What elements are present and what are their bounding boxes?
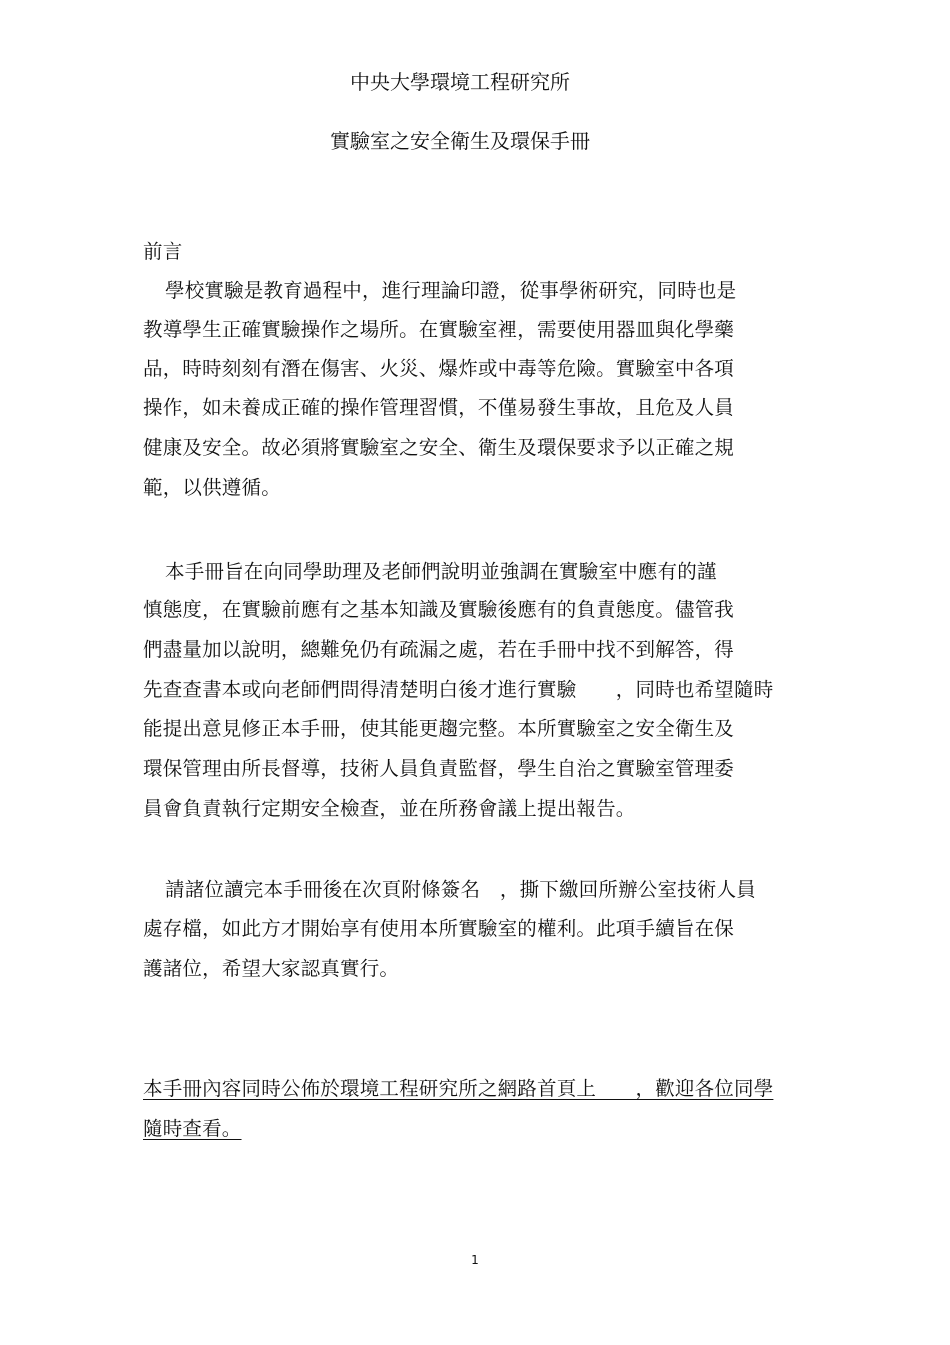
paragraph-line: 教導學生正確實驗操作之場所。在實驗室裡，需要使用器皿與化學藥 xyxy=(143,318,735,341)
paragraph-line: 能提出意見修正本手冊，使其能更趨完整。本所實驗室之安全衛生及 xyxy=(143,717,735,740)
paragraph-line: 範，以供遵循。 xyxy=(143,476,281,499)
paragraph-line: 品，時時刻刻有潛在傷害、火災、爆炸或中毒等危險。實驗室中各項 xyxy=(143,357,735,380)
notice-line: 本手冊內容同時公佈於環境工程研究所之網路首頁上 ，歡迎各位同學 xyxy=(143,1077,774,1100)
document-title: 中央大學環境工程研究所 xyxy=(350,70,570,94)
paragraph-line: 們盡量加以說明，總難免仍有疏漏之處，若在手冊中找不到解答，得 xyxy=(143,638,735,661)
paragraph-line: 員會負責執行定期安全檢查，並在所務會議上提出報告。 xyxy=(143,797,636,820)
document-subtitle: 實驗室之安全衛生及環保手冊 xyxy=(330,129,590,153)
paragraph-line: 本手冊旨在向同學助理及老師們說明並強調在實驗室中應有的謹 xyxy=(165,560,717,583)
paragraph-line: 環保管理由所長督導，技術人員負責監督，學生自治之實驗室管理委 xyxy=(143,757,735,780)
paragraph-line: 慎態度，在實驗前應有之基本知識及實驗後應有的負責態度。儘管我 xyxy=(143,598,735,621)
section-heading: 前言 xyxy=(143,240,183,263)
paragraph-line: 學校實驗是教育過程中，進行理論印證，從事學術研究，同時也是 xyxy=(165,279,737,302)
page-number: 1 xyxy=(471,1253,479,1267)
paragraph-line: 健康及安全。故必須將實驗室之安全、衛生及環保要求予以正確之規 xyxy=(143,436,735,459)
paragraph-line: 護諸位，希望大家認真實行。 xyxy=(143,957,400,980)
notice-line: 隨時查看。 xyxy=(143,1117,242,1140)
paragraph-line: 處存檔，如此方才開始享有使用本所實驗室的權利。此項手續旨在保 xyxy=(143,917,735,940)
paragraph-line: 請諸位讀完本手冊後在次頁附條簽名 ，撕下繳回所辦公室技術人員 xyxy=(165,878,757,901)
paragraph-line: 操作，如未養成正確的操作管理習慣，不僅易發生事故，且危及人員 xyxy=(143,396,735,419)
paragraph-line: 先查查書本或向老師們問得清楚明白後才進行實驗 ，同時也希望隨時 xyxy=(143,678,774,701)
